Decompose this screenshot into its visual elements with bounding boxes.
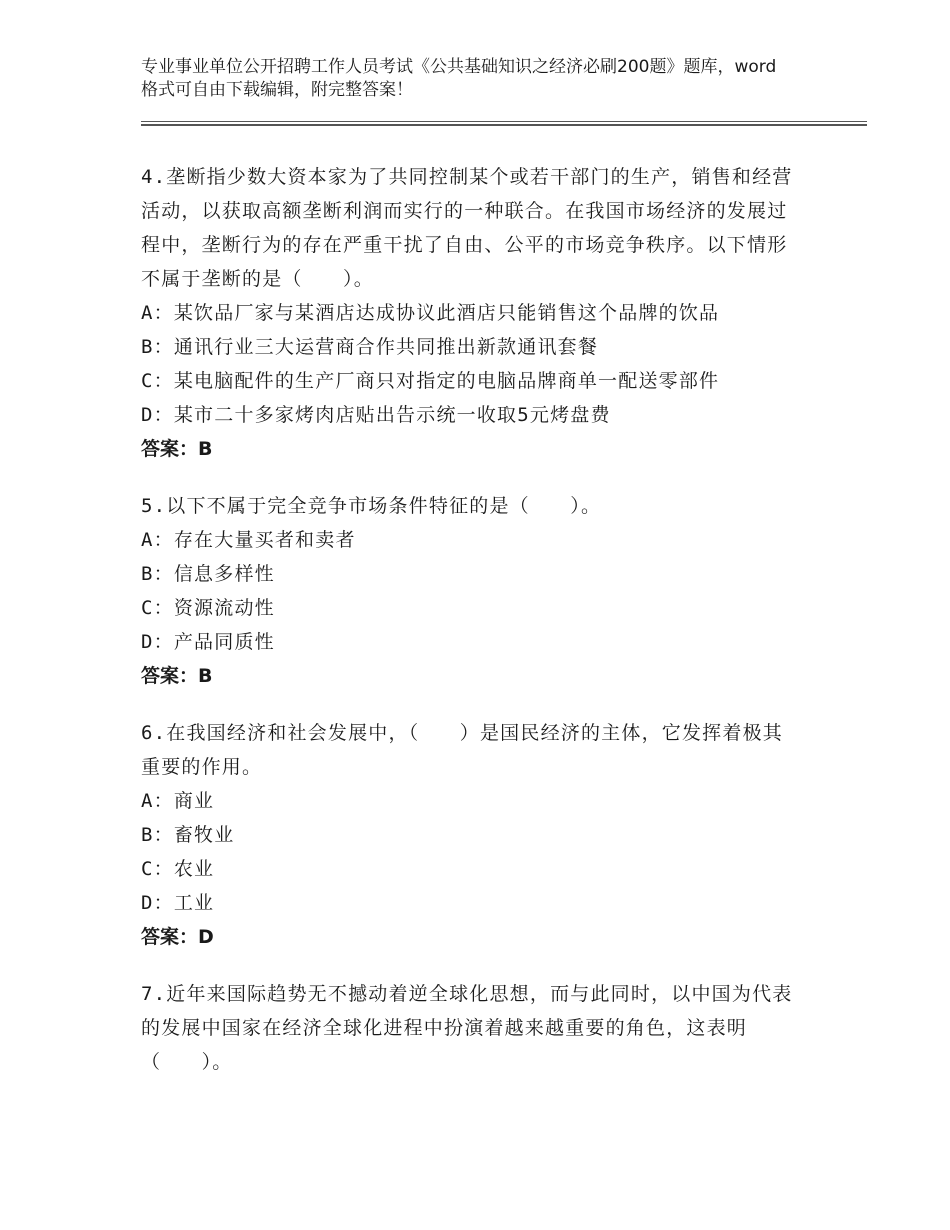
option-d: D：工业 bbox=[141, 892, 215, 914]
question-text: 6.在我国经济和社会发展中，（ ）是国民经济的主体，它发挥着极其重要的作用。 bbox=[141, 722, 783, 778]
option-c: C：资源流动性 bbox=[141, 597, 275, 619]
option-c: C：某电脑配件的生产厂商只对指定的电脑品牌商单一配送零部件 bbox=[141, 370, 720, 392]
option-d: D：某市二十多家烤肉店贴出告示统一收取5元烤盘费 bbox=[141, 404, 611, 426]
question-text: 5.以下不属于完全竞争市场条件特征的是（ ）。 bbox=[141, 495, 602, 517]
answer-label: 答案：B bbox=[141, 665, 213, 687]
question-text: 7.近年来国际趋势无不撼动着逆全球化思想，而与此同时，以中国为代表的发展中国家在经济全球化进程中扮演着越来越重要的角色，这表明（ ）。 bbox=[141, 983, 793, 1073]
answer-label: 答案：B bbox=[141, 438, 213, 460]
document-title: 专业事业单位公开招聘工作人员考试《公共基础知识之经济必刷200题》题库，word格式可自由下载编辑，附完整答案！ bbox=[141, 57, 777, 100]
page-header bbox=[141, 56, 791, 102]
question-text: 4.垄断指少数大资本家为了共同控制某个或若干部门的生产，销售和经营活动，以获取高额垄断利润而实行的一种联合。在我国市场经济的发展过程中，垄断行为的存在严重干扰了自由、公平的市场竞争秩序。以下情形不属于垄断的是（ ）。 bbox=[141, 166, 793, 290]
option-a: A：存在大量买者和卖者 bbox=[141, 529, 356, 551]
question-7 bbox=[141, 977, 801, 1079]
option-b: B：畜牧业 bbox=[141, 824, 235, 846]
option-a: A：某饮品厂家与某酒店达成协议此酒店只能销售这个品牌的饮品 bbox=[141, 302, 720, 324]
option-a: A：商业 bbox=[141, 790, 215, 812]
answer-label: 答案：D bbox=[141, 926, 214, 948]
header-divider bbox=[141, 121, 867, 126]
option-d: D：产品同质性 bbox=[141, 631, 275, 653]
question-list bbox=[141, 160, 801, 1102]
question-4 bbox=[141, 160, 801, 466]
option-b: B：信息多样性 bbox=[141, 563, 275, 585]
question-5 bbox=[141, 489, 801, 693]
question-6 bbox=[141, 716, 801, 954]
option-c: C：农业 bbox=[141, 858, 215, 880]
option-b: B：通讯行业三大运营商合作共同推出新款通讯套餐 bbox=[141, 336, 599, 358]
